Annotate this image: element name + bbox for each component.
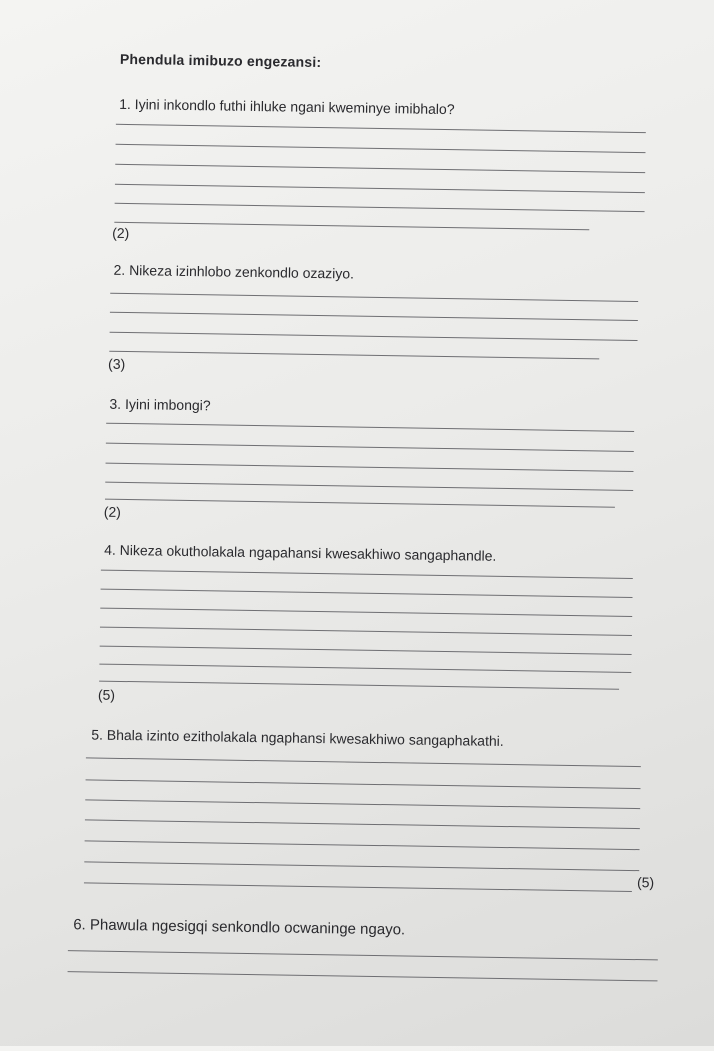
question-2: 2. Nikeza izinhlobo zenkondlo ozaziyo. — [113, 261, 355, 282]
answer-line — [101, 589, 633, 598]
answer-line — [105, 482, 633, 491]
answer-line — [85, 819, 640, 829]
question-2-marks: (3) — [107, 355, 126, 372]
question-4: 4. Nikeza okutholakala ngapahansi kwesakhiwo sangaphandle. — [104, 541, 497, 564]
answer-line — [99, 664, 631, 673]
answer-line — [110, 312, 638, 321]
answer-line — [100, 646, 632, 655]
answer-line — [100, 627, 632, 636]
question-1: 1. Iyini inkondlo futhi ihluke ngani kweminye imibhalo? — [119, 95, 455, 118]
answer-line — [110, 332, 638, 341]
answer-line — [68, 950, 658, 960]
answer-line — [105, 499, 615, 508]
answer-line — [116, 124, 646, 133]
answer-line — [101, 570, 633, 579]
answer-line — [99, 681, 619, 690]
answer-line — [106, 423, 634, 432]
answer-line — [68, 971, 658, 981]
question-4-marks: (5) — [97, 686, 116, 703]
question-3: 3. Iyini imbongi? — [109, 395, 211, 414]
answer-line — [106, 443, 634, 452]
answer-line — [115, 164, 645, 173]
answer-line — [85, 840, 640, 850]
question-3-marks: (2) — [103, 503, 122, 520]
answer-line — [84, 861, 639, 871]
worksheet-heading: Phendula imibuzo engezansi: — [119, 50, 322, 71]
answer-line — [115, 184, 645, 193]
answer-line — [110, 293, 638, 302]
answer-line — [86, 779, 641, 789]
question-5: 5. Bhala izinto ezitholakala ngaphansi kwesakhiwo sangaphakathi. — [91, 726, 504, 749]
answer-line — [86, 757, 641, 767]
answer-line — [116, 144, 646, 153]
answer-line — [100, 608, 632, 617]
question-6: 6. Phawula ngesigqi senkondlo ocwaninge ngayo. — [73, 916, 406, 939]
answer-line — [84, 882, 632, 892]
question-1-marks: (2) — [112, 224, 130, 242]
answer-line — [115, 203, 645, 212]
answer-line — [85, 799, 640, 809]
question-5-marks: (5) — [636, 874, 655, 891]
answer-line — [109, 351, 599, 360]
answer-line — [114, 222, 589, 230]
answer-line — [106, 463, 634, 472]
